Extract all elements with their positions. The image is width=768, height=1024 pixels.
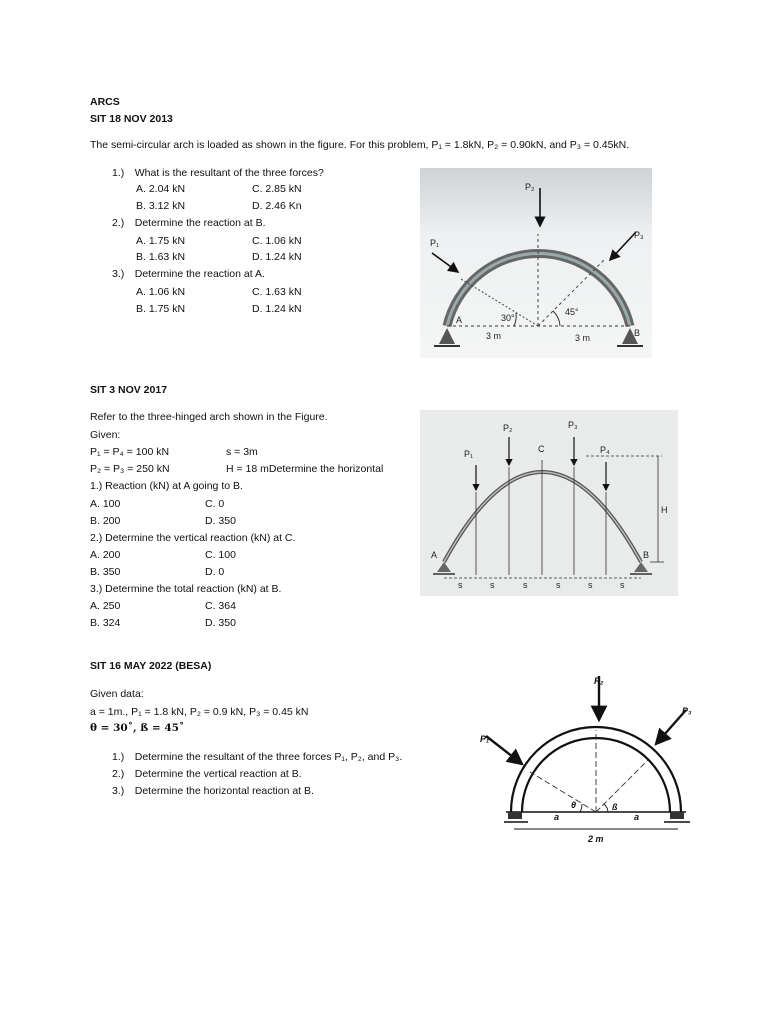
s1-q2-option-b: B. 1.63 kN [136,251,186,263]
label-h: H [661,505,668,515]
label-theta: θ [571,800,577,810]
s2-q1-option-b: B. 200 [90,515,121,527]
label-b: B [643,550,650,560]
label-p2: P₂ [503,423,513,433]
label-s-1: s [458,580,463,590]
label-dim-2: 3 m [575,333,591,343]
s1-question-3: 3.) Determine the reaction at A. [112,268,265,280]
s2-q1-option-c: C. 0 [205,498,225,510]
s2-question-2: 2.) Determine the vertical reaction (kN) at C. [90,532,296,544]
force-p1-arrow [486,736,522,764]
s2-given-4: H = 18 mDetermine the horizontal [226,463,384,475]
s3-question-1: 1.) Determine the resultant of the three forces P₁, P₂, and P₃. [112,751,403,763]
section-2-intro: Refer to the three-hinged arch shown in the Figure. [90,411,328,423]
label-p1: P₁ [464,449,474,459]
s2-given-label: Given: [90,429,121,441]
label-p2: P₂ [594,676,604,686]
label-a: A [456,315,463,325]
figure-semicircular-arch [420,168,652,358]
label-p1: P₁ [430,238,440,248]
label-p3: P₃ [568,420,578,430]
section-2-heading: SIT 3 NOV 2017 [90,384,168,396]
s1-q3-option-d: D. 1.24 kN [252,303,302,315]
s3-given-1: a = 1m., P₁ = 1.8 kN, P₂ = 0.9 kN, P₃ = 0.45 kN [90,706,309,718]
label-s-3: s [523,580,528,590]
s3-given-label: Given data: [90,688,144,700]
support-a-icon [439,328,455,344]
section-1-heading: SIT 18 NOV 2013 [90,113,173,125]
s1-q3-option-c: C. 1.63 kN [252,286,302,298]
label-p4: P₄ [600,445,610,455]
page-title: ARCS [90,96,120,108]
support-b-icon [670,812,684,819]
s1-q2-option-a: A. 1.75 kN [136,235,186,247]
s2-given-3: P₂ = P₃ = 250 kN [90,463,170,475]
s2-q2-option-a: A. 200 [90,549,121,561]
force-p1-arrow [432,253,458,272]
s3-question-2: 2.) Determine the vertical reaction at B. [112,768,302,780]
label-beta: ß [612,802,618,812]
s2-question-1: 1.) Reaction (kN) at A going to B. [90,480,243,492]
s2-q3-option-a: A. 250 [90,600,121,612]
s1-q2-option-c: C. 1.06 kN [252,235,302,247]
label-s-4: s [556,580,561,590]
s1-q1-option-c: C. 2.85 kN [252,183,302,195]
figure-three-hinged-arch [420,410,678,596]
s2-question-3: 3.) Determine the total reaction (kN) at B. [90,583,282,595]
label-p1: P₁ [480,734,490,744]
s1-q1-option-a: A. 2.04 kN [136,183,186,195]
support-a-icon [437,562,451,572]
label-a-right: a [634,812,640,822]
s1-question-1: 1.) What is the resultant of the three forces? [112,167,324,179]
s2-given-2: s = 3m [226,446,258,458]
s2-q2-option-c: C. 100 [205,549,236,561]
s2-q1-option-a: A. 100 [90,498,121,510]
label-angle-30: 30° [501,313,515,323]
label-c: C [538,444,545,454]
section-3-heading: SIT 16 MAY 2022 (BESA) [90,660,212,672]
support-a-icon [508,812,522,819]
s2-q3-option-c: C. 364 [205,600,236,612]
s3-question-3: 3.) Determine the horizontal reaction at B. [112,785,314,797]
label-p2: P₂ [525,182,535,192]
s1-q1-option-d: D. 2.46 Kn [252,200,302,212]
support-b-icon [634,562,648,572]
s1-q3-option-b: B. 1.75 kN [136,303,186,315]
label-dim-1: 3 m [486,331,502,341]
label-s-5: s [588,580,593,590]
label-p3: P₃ [682,706,692,716]
label-a: A [431,550,438,560]
section-1-intro: The semi-circular arch is loaded as shown in the figure. For this problem, P₁ = 1.8kN, P₂ = 0.90kN, and P₃ = 0.45kN. [90,139,630,151]
s3-given-2: θ = 30˚, ß = 45˚ [90,722,185,734]
s2-q3-option-b: B. 324 [90,617,121,629]
s1-question-2: 2.) Determine the reaction at B. [112,217,266,229]
label-angle-45: 45° [565,307,579,317]
s1-q3-option-a: A. 1.06 kN [136,286,186,298]
s1-q1-option-b: B. 3.12 kN [136,200,186,212]
label-span: 2 m [588,834,604,844]
s2-q2-option-d: D. 0 [205,566,225,578]
label-p3: P₃ [634,230,644,240]
figure-arch-besa [478,662,700,846]
label-a-left: a [554,812,560,822]
label-b: B [634,328,641,338]
s2-q1-option-d: D. 350 [205,515,236,527]
force-p3-arrow [610,232,636,260]
s2-q3-option-d: D. 350 [205,617,236,629]
label-s-2: s [490,580,495,590]
s2-q2-option-b: B. 350 [90,566,121,578]
label-s-6: s [620,580,625,590]
s2-given-1: P₁ = P₄ = 100 kN [90,446,170,458]
s1-q2-option-d: D. 1.24 kN [252,251,302,263]
